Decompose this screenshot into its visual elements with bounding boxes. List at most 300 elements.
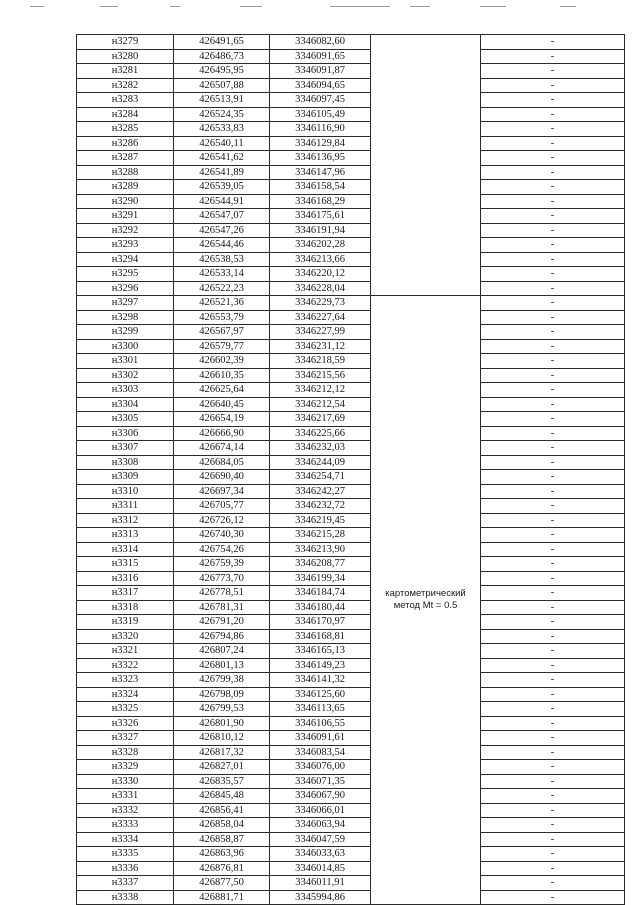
error-value-cell: - (481, 136, 625, 151)
y-coordinate-cell: 3346147,96 (270, 165, 371, 180)
y-coordinate-cell: 3346149,23 (270, 658, 371, 673)
point-id-cell: н3295 (77, 267, 174, 282)
table-row (77, 455, 625, 470)
error-value-cell: - (481, 818, 625, 833)
x-coordinate-cell: 426863,96 (174, 847, 270, 862)
y-coordinate-cell: 3346076,00 (270, 760, 371, 775)
table-row (77, 267, 625, 282)
error-value-cell: - (481, 49, 625, 64)
point-id-cell: н3312 (77, 513, 174, 528)
point-id-cell: н3328 (77, 745, 174, 760)
y-coordinate-cell: 3346170,97 (270, 615, 371, 630)
y-coordinate-cell: 3346228,04 (270, 281, 371, 296)
error-value-cell: - (481, 281, 625, 296)
x-coordinate-cell: 426781,31 (174, 600, 270, 615)
error-value-cell: - (481, 252, 625, 267)
scan-mark (240, 6, 262, 7)
point-id-cell: н3326 (77, 716, 174, 731)
error-value-cell: - (481, 789, 625, 804)
point-id-cell: н3316 (77, 571, 174, 586)
x-coordinate-cell: 426690,40 (174, 470, 270, 485)
table-row (77, 687, 625, 702)
y-coordinate-cell: 3346125,60 (270, 687, 371, 702)
table-row (77, 615, 625, 630)
method-cell-upper (371, 35, 481, 296)
y-coordinate-cell: 3346202,28 (270, 238, 371, 253)
table-row (77, 281, 625, 296)
error-value-cell: - (481, 310, 625, 325)
y-coordinate-cell: 3346158,54 (270, 180, 371, 195)
error-value-cell: - (481, 832, 625, 847)
table-row (77, 557, 625, 572)
table-row (77, 209, 625, 224)
point-id-cell: н3333 (77, 818, 174, 833)
error-value-cell: - (481, 194, 625, 209)
table-row (77, 600, 625, 615)
y-coordinate-cell: 3346091,65 (270, 49, 371, 64)
table-row (77, 760, 625, 775)
point-id-cell: н3334 (77, 832, 174, 847)
x-coordinate-cell: 426684,05 (174, 455, 270, 470)
error-value-cell: - (481, 209, 625, 224)
error-value-cell: - (481, 426, 625, 441)
table-row (77, 644, 625, 659)
point-id-cell: н3304 (77, 397, 174, 412)
y-coordinate-cell: 3346227,99 (270, 325, 371, 340)
point-id-cell: н3302 (77, 368, 174, 383)
y-coordinate-cell: 3346212,54 (270, 397, 371, 412)
x-coordinate-cell: 426544,91 (174, 194, 270, 209)
x-coordinate-cell: 426740,30 (174, 528, 270, 543)
point-id-cell: н3280 (77, 49, 174, 64)
y-coordinate-cell: 3346215,56 (270, 368, 371, 383)
point-id-cell: н3325 (77, 702, 174, 717)
error-value-cell: - (481, 78, 625, 93)
y-coordinate-cell: 3346105,49 (270, 107, 371, 122)
error-value-cell: - (481, 847, 625, 862)
x-coordinate-cell: 426654,19 (174, 412, 270, 427)
x-coordinate-cell: 426625,64 (174, 383, 270, 398)
table-row (77, 470, 625, 485)
x-coordinate-cell: 426794,86 (174, 629, 270, 644)
y-coordinate-cell: 3345994,86 (270, 890, 371, 905)
x-coordinate-cell: 426533,14 (174, 267, 270, 282)
x-coordinate-cell: 426798,09 (174, 687, 270, 702)
error-value-cell: - (481, 325, 625, 340)
x-coordinate-cell: 426773,70 (174, 571, 270, 586)
x-coordinate-cell: 426513,91 (174, 93, 270, 108)
error-value-cell: - (481, 658, 625, 673)
table-row (77, 673, 625, 688)
point-id-cell: н3324 (77, 687, 174, 702)
point-id-cell: н3323 (77, 673, 174, 688)
table-row (77, 702, 625, 717)
table-row (77, 397, 625, 412)
x-coordinate-cell: 426507,88 (174, 78, 270, 93)
y-coordinate-cell: 3346232,03 (270, 441, 371, 456)
error-value-cell: - (481, 861, 625, 876)
point-id-cell: н3310 (77, 484, 174, 499)
y-coordinate-cell: 3346213,66 (270, 252, 371, 267)
table-row (77, 238, 625, 253)
scan-mark (30, 6, 44, 7)
table-row (77, 484, 625, 499)
table-row (77, 310, 625, 325)
table-row (77, 745, 625, 760)
point-id-cell: н3336 (77, 861, 174, 876)
table-row (77, 890, 625, 905)
y-coordinate-cell: 3346097,45 (270, 93, 371, 108)
point-id-cell: н3330 (77, 774, 174, 789)
y-coordinate-cell: 3346116,90 (270, 122, 371, 137)
table-row (77, 35, 625, 50)
point-id-cell: н3282 (77, 78, 174, 93)
x-coordinate-cell: 426876,81 (174, 861, 270, 876)
y-coordinate-cell: 3346208,77 (270, 557, 371, 572)
y-coordinate-cell: 3346212,12 (270, 383, 371, 398)
error-value-cell: - (481, 876, 625, 891)
error-value-cell: - (481, 528, 625, 543)
point-id-cell: н3337 (77, 876, 174, 891)
y-coordinate-cell: 3346091,87 (270, 64, 371, 79)
point-id-cell: н3288 (77, 165, 174, 180)
point-id-cell: н3311 (77, 499, 174, 514)
table-row (77, 586, 625, 601)
error-value-cell: - (481, 745, 625, 760)
table-row (77, 296, 625, 311)
point-id-cell: н3307 (77, 441, 174, 456)
point-id-cell: н3329 (77, 760, 174, 775)
y-coordinate-cell: 3346091,61 (270, 731, 371, 746)
x-coordinate-cell: 426801,13 (174, 658, 270, 673)
y-coordinate-cell: 3346011,91 (270, 876, 371, 891)
error-value-cell: - (481, 238, 625, 253)
error-value-cell: - (481, 890, 625, 905)
point-id-cell: н3335 (77, 847, 174, 862)
point-id-cell: н3322 (77, 658, 174, 673)
y-coordinate-cell: 3346225,66 (270, 426, 371, 441)
method-label: картометрический метод Mt = 0.5 (385, 588, 466, 611)
table-row (77, 93, 625, 108)
point-id-cell: н3297 (77, 296, 174, 311)
error-value-cell: - (481, 339, 625, 354)
table-row (77, 339, 625, 354)
x-coordinate-cell: 426666,90 (174, 426, 270, 441)
error-value-cell: - (481, 470, 625, 485)
point-id-cell: н3308 (77, 455, 174, 470)
point-id-cell: н3332 (77, 803, 174, 818)
x-coordinate-cell: 426567,97 (174, 325, 270, 340)
error-value-cell: - (481, 180, 625, 195)
error-value-cell: - (481, 702, 625, 717)
x-coordinate-cell: 426845,48 (174, 789, 270, 804)
point-id-cell: н3286 (77, 136, 174, 151)
x-coordinate-cell: 426495,95 (174, 64, 270, 79)
point-id-cell: н3319 (77, 615, 174, 630)
error-value-cell: - (481, 731, 625, 746)
point-id-cell: н3284 (77, 107, 174, 122)
y-coordinate-cell: 3346175,61 (270, 209, 371, 224)
table-row (77, 194, 625, 209)
y-coordinate-cell: 3346213,90 (270, 542, 371, 557)
table-row (77, 180, 625, 195)
x-coordinate-cell: 426533,83 (174, 122, 270, 137)
point-id-cell: н3291 (77, 209, 174, 224)
y-coordinate-cell: 3346141,32 (270, 673, 371, 688)
y-coordinate-cell: 3346227,64 (270, 310, 371, 325)
y-coordinate-cell: 3346067,90 (270, 789, 371, 804)
table-row (77, 571, 625, 586)
y-coordinate-cell: 3346220,12 (270, 267, 371, 282)
y-coordinate-cell: 3346168,29 (270, 194, 371, 209)
table-row (77, 64, 625, 79)
x-coordinate-cell: 426759,39 (174, 557, 270, 572)
x-coordinate-cell: 426799,53 (174, 702, 270, 717)
y-coordinate-cell: 3346232,72 (270, 499, 371, 514)
y-coordinate-cell: 3346136,95 (270, 151, 371, 166)
point-id-cell: н3287 (77, 151, 174, 166)
point-id-cell: н3293 (77, 238, 174, 253)
point-id-cell: н3279 (77, 35, 174, 50)
point-id-cell: н3306 (77, 426, 174, 441)
table-row (77, 426, 625, 441)
error-value-cell: - (481, 803, 625, 818)
x-coordinate-cell: 426778,51 (174, 586, 270, 601)
y-coordinate-cell: 3346229,73 (270, 296, 371, 311)
point-id-cell: н3305 (77, 412, 174, 427)
point-id-cell: н3292 (77, 223, 174, 238)
error-value-cell: - (481, 542, 625, 557)
table-row (77, 136, 625, 151)
point-id-cell: н3320 (77, 629, 174, 644)
error-value-cell: - (481, 687, 625, 702)
x-coordinate-cell: 426858,87 (174, 832, 270, 847)
table-row (77, 412, 625, 427)
error-value-cell: - (481, 267, 625, 282)
error-value-cell: - (481, 383, 625, 398)
coordinates-table-body (77, 35, 625, 905)
point-id-cell: н3327 (77, 731, 174, 746)
table-row (77, 818, 625, 833)
x-coordinate-cell: 426726,12 (174, 513, 270, 528)
x-coordinate-cell: 426705,77 (174, 499, 270, 514)
error-value-cell: - (481, 441, 625, 456)
table-row (77, 774, 625, 789)
y-coordinate-cell: 3346113,65 (270, 702, 371, 717)
x-coordinate-cell: 426540,11 (174, 136, 270, 151)
x-coordinate-cell: 426547,07 (174, 209, 270, 224)
point-id-cell: н3303 (77, 383, 174, 398)
x-coordinate-cell: 426541,62 (174, 151, 270, 166)
table-row (77, 528, 625, 543)
point-id-cell: н3309 (77, 470, 174, 485)
table-row (77, 151, 625, 166)
error-value-cell: - (481, 571, 625, 586)
table-row (77, 629, 625, 644)
table-row (77, 165, 625, 180)
method-cell (371, 296, 481, 905)
y-coordinate-cell: 3346218,59 (270, 354, 371, 369)
x-coordinate-cell: 426827,01 (174, 760, 270, 775)
point-id-cell: н3318 (77, 600, 174, 615)
table-row (77, 441, 625, 456)
error-value-cell: - (481, 557, 625, 572)
table-row (77, 383, 625, 398)
table-row (77, 542, 625, 557)
point-id-cell: н3294 (77, 252, 174, 267)
x-coordinate-cell: 426674,14 (174, 441, 270, 456)
scan-mark (410, 6, 430, 7)
table-row (77, 252, 625, 267)
x-coordinate-cell: 426801,90 (174, 716, 270, 731)
point-id-cell: н3281 (77, 64, 174, 79)
table-row (77, 499, 625, 514)
error-value-cell: - (481, 513, 625, 528)
point-id-cell: н3314 (77, 542, 174, 557)
y-coordinate-cell: 3346231,12 (270, 339, 371, 354)
y-coordinate-cell: 3346165,13 (270, 644, 371, 659)
x-coordinate-cell: 426521,36 (174, 296, 270, 311)
error-value-cell: - (481, 223, 625, 238)
error-value-cell: - (481, 397, 625, 412)
table-row (77, 368, 625, 383)
error-value-cell: - (481, 586, 625, 601)
y-coordinate-cell: 3346184,74 (270, 586, 371, 601)
scan-mark (100, 6, 118, 7)
x-coordinate-cell: 426541,89 (174, 165, 270, 180)
point-id-cell: н3317 (77, 586, 174, 601)
error-value-cell: - (481, 64, 625, 79)
y-coordinate-cell: 3346168,81 (270, 629, 371, 644)
scan-mark (170, 6, 180, 7)
x-coordinate-cell: 426579,77 (174, 339, 270, 354)
x-coordinate-cell: 426858,04 (174, 818, 270, 833)
scan-mark (480, 6, 506, 7)
x-coordinate-cell: 426791,20 (174, 615, 270, 630)
error-value-cell: - (481, 151, 625, 166)
table-row (77, 731, 625, 746)
y-coordinate-cell: 3346180,44 (270, 600, 371, 615)
x-coordinate-cell: 426610,35 (174, 368, 270, 383)
point-id-cell: н3301 (77, 354, 174, 369)
table-row (77, 876, 625, 891)
error-value-cell: - (481, 354, 625, 369)
error-value-cell: - (481, 484, 625, 499)
point-id-cell: н3321 (77, 644, 174, 659)
x-coordinate-cell: 426817,32 (174, 745, 270, 760)
point-id-cell: н3331 (77, 789, 174, 804)
x-coordinate-cell: 426640,45 (174, 397, 270, 412)
y-coordinate-cell: 3346066,01 (270, 803, 371, 818)
error-value-cell: - (481, 412, 625, 427)
x-coordinate-cell: 426544,46 (174, 238, 270, 253)
x-coordinate-cell: 426835,57 (174, 774, 270, 789)
y-coordinate-cell: 3346063,94 (270, 818, 371, 833)
x-coordinate-cell: 426697,34 (174, 484, 270, 499)
y-coordinate-cell: 3346033,63 (270, 847, 371, 862)
x-coordinate-cell: 426547,26 (174, 223, 270, 238)
table-row (77, 803, 625, 818)
error-value-cell: - (481, 165, 625, 180)
y-coordinate-cell: 3346244,09 (270, 455, 371, 470)
scan-artifact-marks (0, 6, 640, 10)
y-coordinate-cell: 3346094,65 (270, 78, 371, 93)
x-coordinate-cell: 426799,38 (174, 673, 270, 688)
error-value-cell: - (481, 368, 625, 383)
error-value-cell: - (481, 644, 625, 659)
error-value-cell: - (481, 760, 625, 775)
point-id-cell: н3296 (77, 281, 174, 296)
table-row (77, 354, 625, 369)
y-coordinate-cell: 3346191,94 (270, 223, 371, 238)
y-coordinate-cell: 3346082,60 (270, 35, 371, 50)
x-coordinate-cell: 426491,65 (174, 35, 270, 50)
table-row (77, 107, 625, 122)
point-id-cell: н3283 (77, 93, 174, 108)
error-value-cell: - (481, 716, 625, 731)
y-coordinate-cell: 3346199,34 (270, 571, 371, 586)
y-coordinate-cell: 3346242,27 (270, 484, 371, 499)
error-value-cell: - (481, 615, 625, 630)
y-coordinate-cell: 3346047,59 (270, 832, 371, 847)
point-id-cell: н3315 (77, 557, 174, 572)
scan-mark (330, 6, 390, 7)
error-value-cell: - (481, 499, 625, 514)
y-coordinate-cell: 3346071,35 (270, 774, 371, 789)
x-coordinate-cell: 426877,50 (174, 876, 270, 891)
error-value-cell: - (481, 629, 625, 644)
x-coordinate-cell: 426754,26 (174, 542, 270, 557)
point-id-cell: н3285 (77, 122, 174, 137)
error-value-cell: - (481, 122, 625, 137)
y-coordinate-cell: 3346083,54 (270, 745, 371, 760)
scan-mark (560, 6, 576, 7)
y-coordinate-cell: 3346106,55 (270, 716, 371, 731)
point-id-cell: н3299 (77, 325, 174, 340)
x-coordinate-cell: 426538,53 (174, 252, 270, 267)
y-coordinate-cell: 3346219,45 (270, 513, 371, 528)
error-value-cell: - (481, 35, 625, 50)
error-value-cell: - (481, 673, 625, 688)
x-coordinate-cell: 426539,05 (174, 180, 270, 195)
point-id-cell: н3290 (77, 194, 174, 209)
table-row (77, 78, 625, 93)
y-coordinate-cell: 3346014,85 (270, 861, 371, 876)
table-row (77, 789, 625, 804)
x-coordinate-cell: 426553,79 (174, 310, 270, 325)
x-coordinate-cell: 426602,39 (174, 354, 270, 369)
x-coordinate-cell: 426810,12 (174, 731, 270, 746)
x-coordinate-cell: 426524,35 (174, 107, 270, 122)
point-id-cell: н3313 (77, 528, 174, 543)
x-coordinate-cell: 426881,71 (174, 890, 270, 905)
table-row (77, 49, 625, 64)
y-coordinate-cell: 3346215,28 (270, 528, 371, 543)
coordinates-table (76, 34, 625, 905)
x-coordinate-cell: 426856,41 (174, 803, 270, 818)
y-coordinate-cell: 3346217,69 (270, 412, 371, 427)
error-value-cell: - (481, 296, 625, 311)
error-value-cell: - (481, 107, 625, 122)
error-value-cell: - (481, 455, 625, 470)
x-coordinate-cell: 426807,24 (174, 644, 270, 659)
table-row (77, 716, 625, 731)
point-id-cell: н3298 (77, 310, 174, 325)
table-row (77, 832, 625, 847)
table-row (77, 325, 625, 340)
point-id-cell: н3289 (77, 180, 174, 195)
table-row (77, 122, 625, 137)
